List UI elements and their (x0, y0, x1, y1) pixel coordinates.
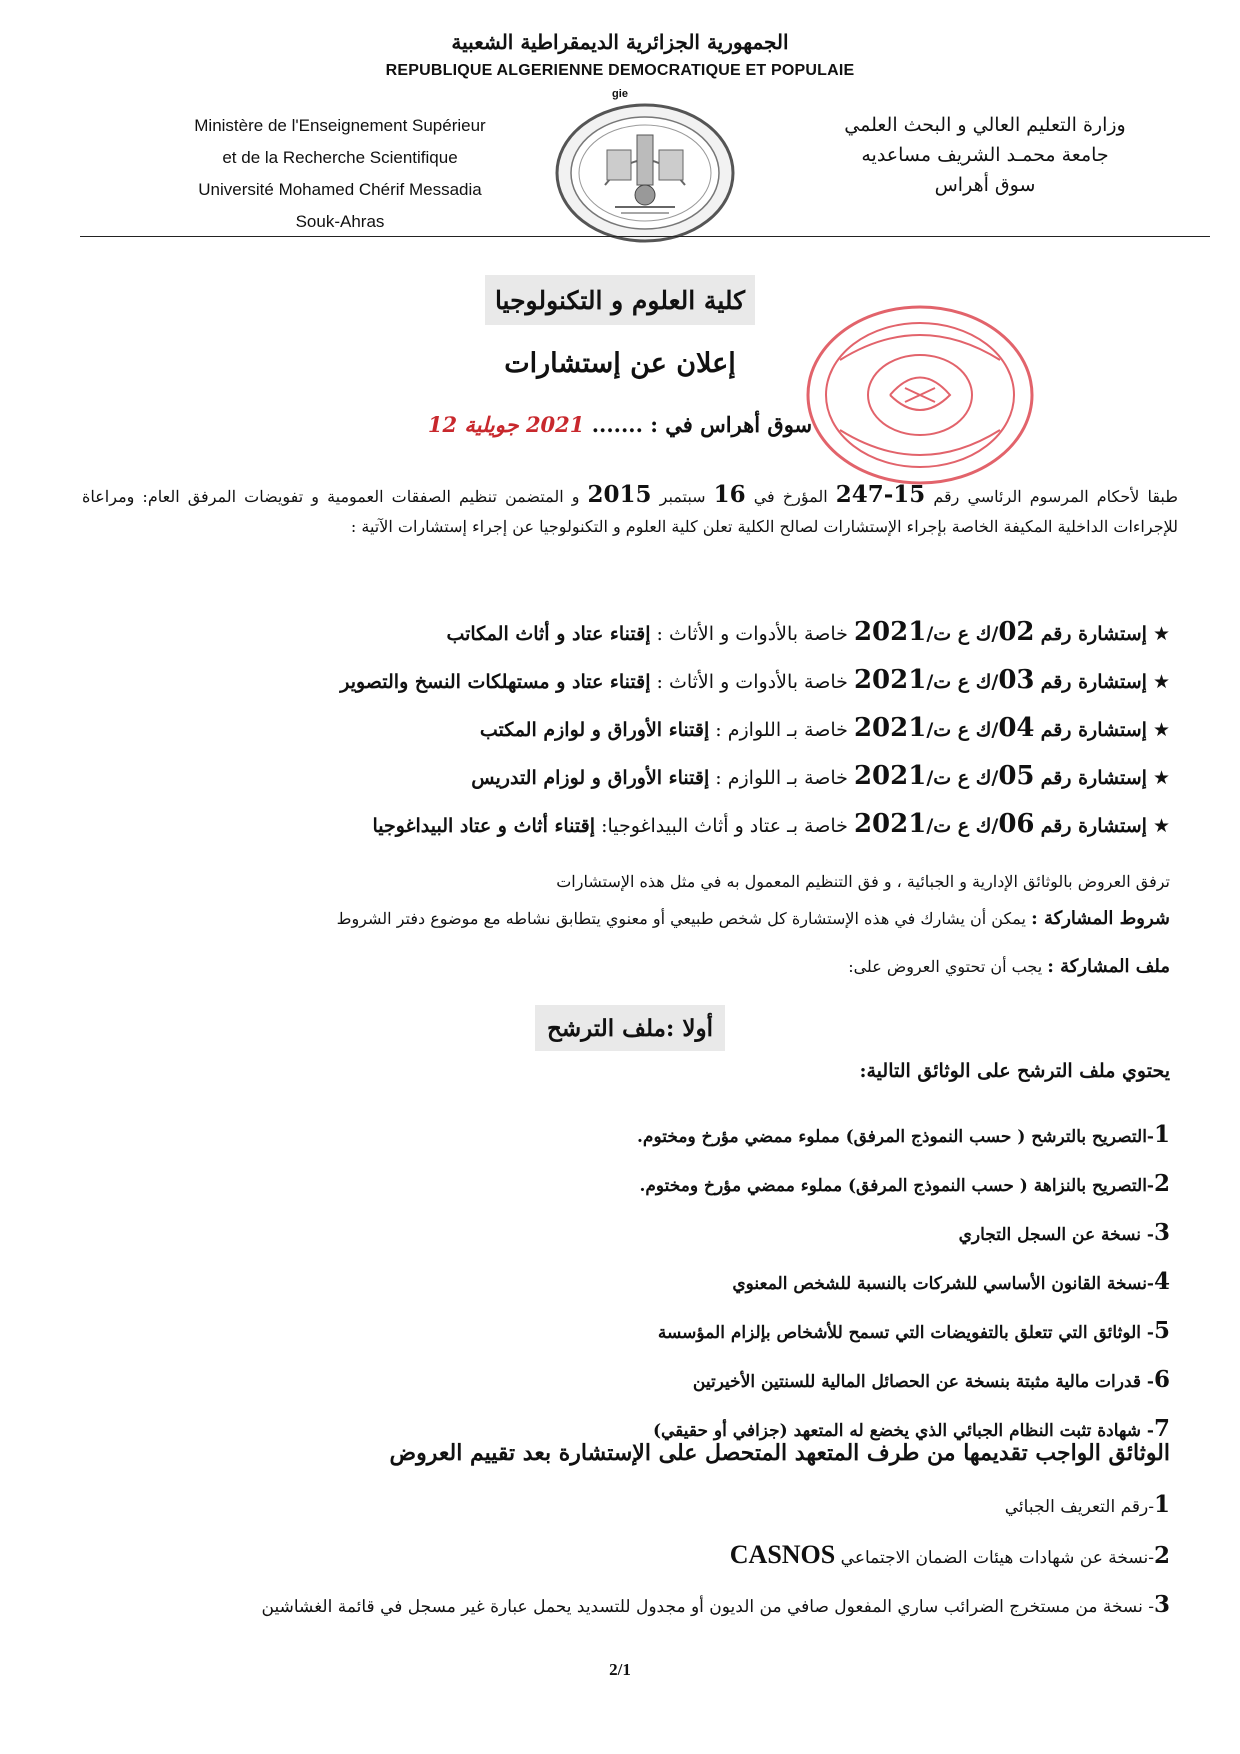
consultation-code: /ك ع ت/ (926, 719, 999, 741)
item-number: 1 (1153, 1121, 1170, 1148)
consultation-number: 05 (998, 761, 1035, 791)
date-value: 2021 جويلية 12 (427, 412, 585, 437)
consultation-item (180, 656, 1170, 704)
consultation-code: /ك ع ت/ (926, 671, 999, 693)
item-number: 3 (1153, 1591, 1170, 1618)
item-number: 2 (1153, 1170, 1170, 1197)
intro-part: و المتضمن تنظيم الصفقات العمومية و تفويضات المرفق العام: ومراعاة للإجراءات الداخلية المكيفة الخاصة بإجراء الإستشارات لصالح الكلية تعلن كلية العلوم و التكنولوجيا عن إجراء إستشارات الآتية : (82, 487, 1178, 536)
winner-documents-list (110, 1480, 1170, 1630)
consultation-year: 2021 (853, 665, 927, 695)
place-date-line (0, 412, 1240, 437)
document-item (110, 1580, 1170, 1630)
item-text: - شهادة تثبت النظام الجبائي الذي يخضع له المتعهد (جزافي أو حقيقي) (652, 1421, 1154, 1441)
consultation-category: خاصة بـ اللوازم : (715, 719, 848, 741)
item-text: - نسخة من مستخرج الضرائب ساري المفعول صافي من الديون أو مجدول للتسديد يحمل عبارة غير مسجل في قائمة الغشاشين (261, 1597, 1154, 1617)
document-item (110, 1530, 1170, 1580)
header-gie-fragment: gie (612, 88, 628, 100)
section2-title: الوثائق الواجب تقديمها من طرف المتعهد المتحصل على الإستشارة بعد تقييم العروض (389, 1440, 1170, 1466)
participation-file (140, 956, 1170, 977)
item-text: -رقم التعريف الجبائي (1004, 1497, 1154, 1517)
document-item (140, 1355, 1170, 1404)
document-item (140, 1208, 1170, 1257)
intro-part: المؤرخ في (753, 487, 828, 506)
casnos-label: CASNOS (729, 1540, 836, 1569)
consultation-category: خاصة بالأدوات و الأثاث : (656, 671, 848, 693)
consultation-subject: إقتناء عتاد و مستهلكات النسخ والتصوير (340, 671, 651, 693)
header-fr-line: et de la Recherche Scientifique (222, 148, 458, 167)
header-fr-line: Souk-Ahras (295, 212, 385, 231)
consultation-number: 02 (998, 617, 1035, 647)
consultation-subject: إقتناء الأوراق و لوزام التدريس (471, 767, 710, 789)
consultation-item (180, 608, 1170, 656)
star-icon: ★ (1152, 815, 1170, 837)
consultation-code: /ك ع ت/ (926, 815, 999, 837)
header-arabic-institution (820, 110, 1150, 200)
item-text: - قدرات مالية مثبتة بنسخة عن الحصائل المالية للسنتين الأخيرتين (692, 1372, 1154, 1392)
file-label: ملف المشاركة : (1047, 956, 1170, 977)
document-item (110, 1480, 1170, 1530)
official-stamp (800, 300, 1040, 490)
intro-paragraph (82, 480, 1178, 542)
item-number: 4 (1153, 1268, 1170, 1295)
document-item (140, 1306, 1170, 1355)
item-number: 6 (1153, 1366, 1170, 1393)
consultation-label: إستشارة رقم (1040, 623, 1147, 645)
decree-day: 16 (713, 481, 746, 508)
document-item (140, 1159, 1170, 1208)
item-number: 7 (1153, 1415, 1170, 1442)
consultation-subject: إقتناء أثاث و عتاد البيداغوجيا (372, 815, 596, 837)
item-number: 2 (1153, 1542, 1170, 1569)
consultation-code: /ك ع ت/ (926, 623, 999, 645)
document-item (140, 1257, 1170, 1306)
announcement-title: إعلان عن إستشارات (504, 348, 736, 379)
consultation-label: إستشارة رقم (1040, 671, 1147, 693)
conditions-label: شروط المشاركة : (1031, 908, 1170, 929)
item-number: 3 (1153, 1219, 1170, 1246)
header-ar-line: وزارة التعليم العالي و البحث العلمي (844, 114, 1126, 136)
item-text: -التصريح بالترشح ( حسب النموذج المرفق) مملوء ممضي مؤرخ ومختوم. (637, 1127, 1154, 1147)
consultation-item (180, 704, 1170, 752)
consultation-year: 2021 (853, 809, 927, 839)
item-text: - نسخة عن السجل التجاري (958, 1225, 1154, 1245)
header-arabic-republic: الجمهورية الجزائرية الديمقراطية الشعبية (451, 30, 789, 54)
consultation-category: خاصة بـ عتاد و أثاث البيداغوجيا: (601, 815, 848, 837)
document-item (140, 1110, 1170, 1159)
star-icon: ★ (1152, 623, 1170, 645)
item-text: -التصريح بالنزاهة ( حسب النموذج المرفق) مملوء ممضي مؤرخ ومختوم. (639, 1176, 1154, 1196)
candidacy-documents-list (140, 1110, 1170, 1453)
consultation-label: إستشارة رقم (1040, 767, 1147, 789)
consultation-label: إستشارة رقم (1040, 815, 1147, 837)
consultation-item (180, 800, 1170, 848)
place-label: سوق أهراس في : (650, 412, 813, 437)
item-text: -نسخة القانون الأساسي للشركات بالنسبة للشخص المعنوي (732, 1274, 1154, 1294)
consultation-number: 06 (998, 809, 1035, 839)
consultation-code: /ك ع ت/ (926, 767, 999, 789)
header-divider (80, 236, 1210, 237)
consultation-category: خاصة بـ اللوازم : (715, 767, 848, 789)
header-fr-line: Université Mohamed Chérif Messadia (198, 180, 482, 199)
header-french-republic: REPUBLIQUE ALGERIENNE DEMOCRATIQUE ET POPULAIE (385, 62, 855, 79)
consultations-list (180, 608, 1170, 848)
consultation-number: 04 (998, 713, 1035, 743)
offers-note: ترفق العروض بالوثائق الإدارية و الجبائية ، و فق التنظيم المعمول به في مثل هذه الإستشارات (556, 872, 1170, 891)
item-number: 1 (1153, 1491, 1170, 1518)
decree-year: 2015 (587, 481, 652, 508)
consultation-category: خاصة بالأدوات و الأثاث : (656, 623, 848, 645)
file-text: يجب أن تحتوي العروض على: (848, 957, 1043, 976)
item-number: 5 (1153, 1317, 1170, 1344)
item-text: -نسخة عن شهادات هيئات الضمان الاجتماعي (840, 1548, 1154, 1568)
section1-title: أولا :ملف الترشح (535, 1005, 725, 1051)
header-ar-line: سوق أهراس (934, 174, 1036, 196)
decree-number: 15-247 (835, 481, 926, 508)
consultation-number: 03 (998, 665, 1035, 695)
star-icon: ★ (1152, 671, 1170, 693)
participation-conditions (140, 908, 1170, 929)
consultation-item (180, 752, 1170, 800)
header-fr-line: Ministère de l'Enseignement Supérieur (194, 116, 486, 135)
date-dots: ....... (591, 412, 643, 437)
star-icon: ★ (1152, 767, 1170, 789)
intro-part: سبتمبر (659, 487, 706, 506)
university-logo (545, 95, 745, 245)
page-number: 2/1 (609, 1660, 631, 1679)
conditions-text: يمكن أن يشارك في هذه الإستشارة كل شخص طبيعي أو معنوي يتطابق نشاطه مع موضوع دفتر الشروط (336, 909, 1027, 928)
header-french-institution (150, 110, 530, 238)
header-ar-line: جامعة محمـد الشريف مساعديه (861, 144, 1109, 166)
consultation-subject: إقتناء عتاد و أثاث المكاتب (446, 623, 651, 645)
intro-part: طبقا لأحكام المرسوم الرئاسي رقم (933, 487, 1178, 506)
consultation-label: إستشارة رقم (1040, 719, 1147, 741)
consultation-year: 2021 (853, 761, 927, 791)
consultation-subject: إقتناء الأوراق و لوازم المكتب (479, 719, 710, 741)
section1-intro: يحتوي ملف الترشح على الوثائق التالية: (859, 1060, 1170, 1082)
consultation-year: 2021 (853, 617, 927, 647)
item-text: - الوثائق التي تتعلق بالتفويضات التي تسمح للأشخاص بإلزام المؤسسة (657, 1323, 1154, 1343)
consultation-year: 2021 (853, 713, 927, 743)
star-icon: ★ (1152, 719, 1170, 741)
faculty-title: كلية العلوم و التكنولوجيا (485, 275, 755, 325)
